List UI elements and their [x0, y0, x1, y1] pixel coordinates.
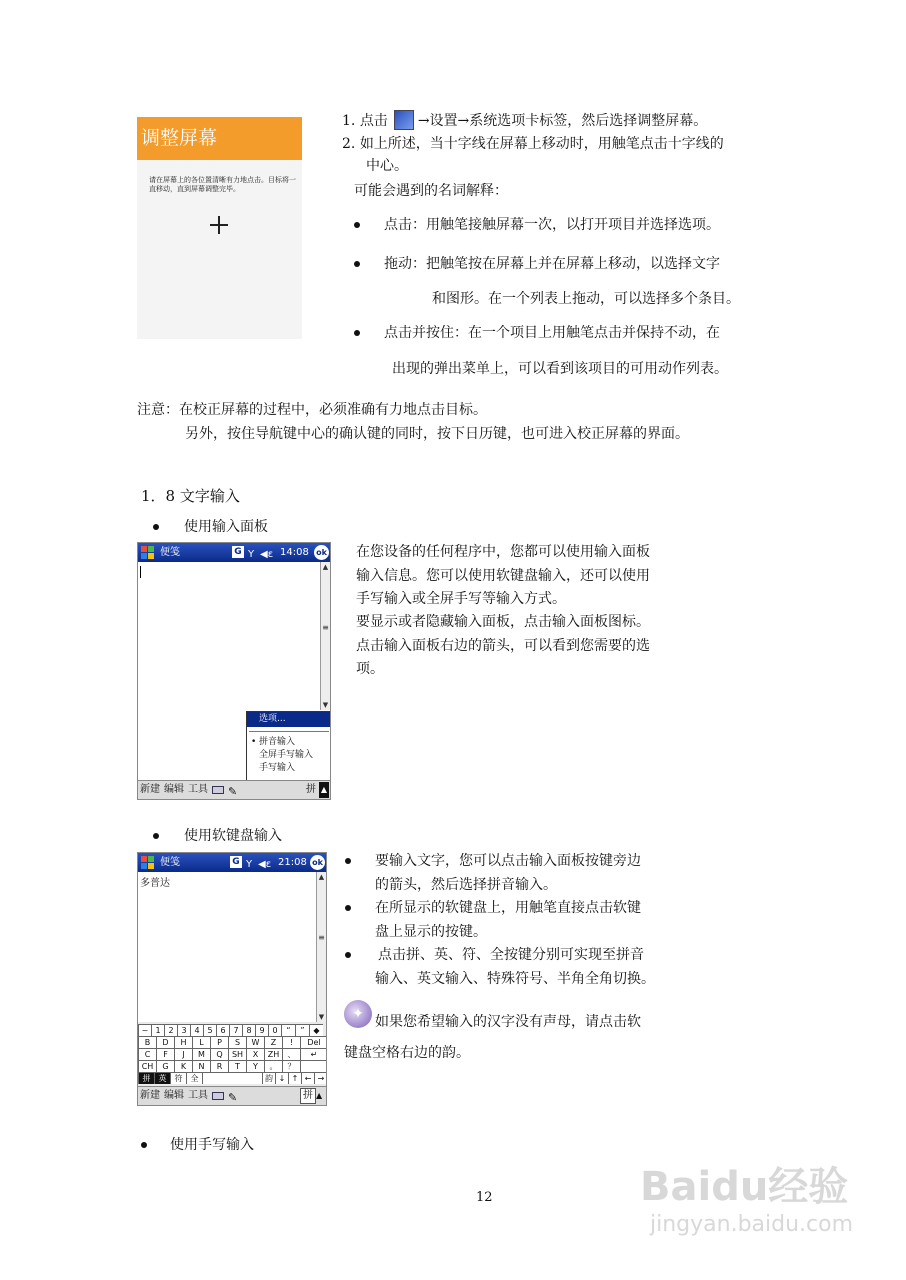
- key[interactable]: S: [228, 1036, 246, 1048]
- sub2-bullet3-line2: 输入、英文输入、特殊符号、半角全角切换。: [375, 971, 655, 987]
- tip-icon: ✦: [344, 1000, 372, 1028]
- key[interactable]: 5: [203, 1024, 216, 1036]
- keyboard-row-5: [138, 1072, 327, 1084]
- bullet-icon: [153, 833, 159, 839]
- g-icon[interactable]: G: [230, 856, 242, 868]
- key[interactable]: 。: [264, 1060, 282, 1072]
- key[interactable]: “: [281, 1024, 295, 1036]
- signal-icon[interactable]: Y: [246, 859, 253, 870]
- key[interactable]: 、: [282, 1048, 300, 1060]
- start-menu-icon: [394, 110, 414, 130]
- input-method-menu: [246, 711, 331, 781]
- menu-item-options[interactable]: 选项...: [247, 712, 331, 727]
- left-arrow-key[interactable]: ←: [301, 1072, 314, 1084]
- ime-indicator[interactable]: 拼: [306, 784, 316, 795]
- app-title: 便笺: [160, 857, 180, 868]
- bullet-icon: [345, 952, 351, 958]
- windows-start-icon[interactable]: [140, 545, 155, 560]
- key[interactable]: M: [192, 1048, 210, 1060]
- keyboard-row-1: [138, 1024, 323, 1036]
- glossary-item-drag-line2: 和图形。在一个列表上拖动，可以选择多个条目。: [432, 291, 740, 307]
- menu-edit[interactable]: 编辑: [164, 784, 184, 795]
- note-line2: 另外，按住导航键中心的确认键的同时，按下日历键，也可进入校正屏幕的界面。: [185, 426, 689, 442]
- final-key[interactable]: 韵: [262, 1072, 275, 1084]
- keyboard-row-4: [138, 1060, 327, 1072]
- glossary-item-tap: 点击：用触笔接触屏幕一次，以打开项目并选择选项。: [384, 217, 720, 233]
- ime-indicator[interactable]: 拼: [300, 1088, 316, 1104]
- key[interactable]: G: [156, 1060, 174, 1072]
- key[interactable]: Z: [264, 1036, 282, 1048]
- scroll-thumb-icon[interactable]: ≡: [318, 933, 325, 942]
- space-key[interactable]: [202, 1072, 262, 1084]
- backspace-key[interactable]: ◆: [309, 1024, 323, 1036]
- sub2-bullet1-line1: 要输入文字，您可以点击输入面板按键旁边: [375, 853, 641, 869]
- key[interactable]: R: [210, 1060, 228, 1072]
- pda-screen-soft-keyboard: [137, 852, 327, 1106]
- scroll-up-icon[interactable]: ▲: [322, 563, 329, 571]
- key-blank[interactable]: [300, 1060, 327, 1072]
- pda-titlebar: [138, 543, 330, 562]
- menu-tools[interactable]: 工具: [188, 1090, 208, 1101]
- crosshair-icon: [210, 216, 228, 234]
- right-arrow-key[interactable]: →: [314, 1072, 327, 1084]
- step-2-line2: 中心。: [366, 158, 408, 174]
- pen-icon[interactable]: ✎: [228, 1091, 238, 1104]
- keyboard-icon[interactable]: [212, 1092, 224, 1100]
- page-number: 12: [476, 1190, 493, 1205]
- scroll-down-icon[interactable]: ▼: [318, 1013, 325, 1021]
- key[interactable]: 8: [242, 1024, 255, 1036]
- key[interactable]: 9: [255, 1024, 268, 1036]
- menu-tools[interactable]: 工具: [188, 784, 208, 795]
- up-arrow-key[interactable]: ↑: [288, 1072, 301, 1084]
- pinyin-mode-key[interactable]: 拼: [138, 1072, 154, 1084]
- glossary-item-drag-line1: 拖动：把触笔按在屏幕上并在屏幕上移动，以选择文字: [384, 256, 720, 272]
- key[interactable]: L: [192, 1036, 210, 1048]
- key[interactable]: ”: [295, 1024, 309, 1036]
- sub2-tip-line2: 键盘空格右边的韵。: [344, 1045, 470, 1061]
- key[interactable]: H: [174, 1036, 192, 1048]
- sub2-bullet2-line2: 盘上显示的按键。: [375, 924, 487, 940]
- key[interactable]: K: [174, 1060, 192, 1072]
- key[interactable]: ？: [282, 1060, 300, 1072]
- sub1-para-line4: 要显示或者隐藏输入面板，点击输入面板图标。: [356, 614, 650, 630]
- note-line1: 注意：在校正屏幕的过程中，必须准确有力地点击目标。: [137, 402, 487, 418]
- down-arrow-key[interactable]: ↓: [275, 1072, 288, 1084]
- glossary-item-hold-line1: 点击并按住：在一个项目上用触笔点击并保持不动，在: [384, 325, 720, 341]
- key[interactable]: ~: [138, 1024, 151, 1036]
- menu-item-handwriting[interactable]: 手写输入: [259, 763, 296, 773]
- sub1-para-line5: 点击输入面板右边的箭头，可以看到您需要的选: [356, 638, 650, 654]
- scroll-up-icon[interactable]: ▲: [318, 873, 325, 881]
- key[interactable]: N: [192, 1060, 210, 1072]
- pen-icon[interactable]: ✎: [228, 785, 238, 798]
- clock[interactable]: 21:08: [278, 857, 307, 868]
- keyboard-row-2: [138, 1036, 327, 1048]
- keyboard-icon[interactable]: [212, 786, 224, 794]
- step-2-line1: 2. 如上所述，当十字线在屏幕上移动时，用触笔点击十字线的: [342, 136, 724, 152]
- key[interactable]: W: [246, 1036, 264, 1048]
- symbol-mode-key[interactable]: 符: [170, 1072, 186, 1084]
- section-title: 1．8 文字输入: [141, 487, 240, 505]
- calibrate-screenshot: [137, 117, 302, 339]
- ok-button[interactable]: ok: [314, 545, 329, 560]
- key[interactable]: CH: [138, 1060, 156, 1072]
- ok-button[interactable]: ok: [310, 855, 325, 870]
- key[interactable]: 7: [229, 1024, 242, 1036]
- key[interactable]: F: [156, 1048, 174, 1060]
- menu-item-pinyin[interactable]: • 拼音输入: [247, 736, 331, 749]
- key[interactable]: P: [210, 1036, 228, 1048]
- bullet-icon: [354, 330, 360, 336]
- key[interactable]: !: [282, 1036, 300, 1048]
- text-cursor: [140, 566, 141, 578]
- english-mode-key[interactable]: 英: [154, 1072, 170, 1084]
- volume-icon[interactable]: ◀ε: [258, 859, 272, 870]
- bullet-icon: [345, 905, 351, 911]
- baidu-logo: Baidu经验: [640, 1164, 849, 1210]
- pda-screen-input-panel: [137, 542, 331, 800]
- key[interactable]: Q: [210, 1048, 228, 1060]
- glossary-intro: 可能会遇到的名词解释：: [354, 183, 508, 199]
- watermark-url: jingyan.baidu.com: [650, 1212, 854, 1237]
- clock[interactable]: 14:08: [280, 547, 309, 558]
- key[interactable]: T: [228, 1060, 246, 1072]
- key[interactable]: 3: [177, 1024, 190, 1036]
- soft-keyboard: [138, 1022, 327, 1090]
- menu-edit[interactable]: 编辑: [164, 1090, 184, 1101]
- typed-text[interactable]: 多普达: [140, 878, 170, 889]
- pda-menubar: [138, 780, 330, 799]
- key[interactable]: 1: [151, 1024, 164, 1036]
- bullet-icon: [354, 261, 360, 267]
- sub2-tip-line1: 如果您希望输入的汉字没有声母，请点击软: [375, 1014, 641, 1030]
- app-title: 便笺: [160, 547, 180, 558]
- menu-new[interactable]: 新建: [140, 784, 160, 795]
- scrollbar[interactable]: [320, 562, 330, 710]
- key[interactable]: ZH: [264, 1048, 282, 1060]
- calibrate-instruction: 请在屏幕上的各位置清晰有力地点击。目标将一直移动，直到屏幕调整完毕。: [149, 176, 296, 193]
- menu-item-fullscreen-handwriting[interactable]: 全屏手写输入: [259, 750, 314, 760]
- enter-key[interactable]: ↵: [300, 1048, 327, 1060]
- step-1: 1. 点击 →设置→系统选项卡标签，然后选择调整屏幕。: [342, 110, 707, 131]
- sub1-para-line3: 手写输入或全屏手写等输入方式。: [356, 591, 566, 607]
- key[interactable]: Y: [246, 1060, 264, 1072]
- fullwidth-key[interactable]: 全: [186, 1072, 202, 1084]
- sub2-heading: 使用软键盘输入: [184, 828, 282, 844]
- sub1-heading: 使用输入面板: [184, 519, 268, 535]
- g-icon[interactable]: G: [232, 546, 244, 558]
- key[interactable]: J: [174, 1048, 192, 1060]
- pda-titlebar: [138, 853, 326, 872]
- volume-icon[interactable]: ◀ε: [260, 549, 274, 560]
- calibrate-title: 调整屏幕: [137, 117, 302, 160]
- bullet-icon: [354, 222, 360, 228]
- sub2-bullet3-line1: 点击拼、英、符、全按键分别可实现至拼音: [378, 947, 644, 963]
- input-panel-arrow-icon[interactable]: ▲: [316, 1091, 323, 1100]
- input-panel-arrow-icon[interactable]: ▲: [319, 782, 329, 798]
- key[interactable]: 4: [190, 1024, 203, 1036]
- bullet-icon: [345, 858, 351, 864]
- sub1-para-line6: 项。: [356, 661, 384, 677]
- key[interactable]: 6: [216, 1024, 229, 1036]
- sub3-heading: 使用手写输入: [170, 1137, 254, 1153]
- sub1-para-line1: 在您设备的任何程序中，您都可以使用输入面板: [356, 544, 650, 560]
- scrollbar[interactable]: [316, 872, 326, 1022]
- key[interactable]: 0: [268, 1024, 281, 1036]
- delete-key[interactable]: Del: [300, 1036, 327, 1048]
- windows-start-icon[interactable]: [140, 855, 155, 870]
- key[interactable]: C: [138, 1048, 156, 1060]
- key[interactable]: D: [156, 1036, 174, 1048]
- bullet-icon: [153, 524, 159, 530]
- pda-menubar: [138, 1086, 326, 1105]
- key[interactable]: 2: [164, 1024, 177, 1036]
- key[interactable]: SH: [228, 1048, 246, 1060]
- menu-divider: [249, 731, 329, 732]
- menu-new[interactable]: 新建: [140, 1090, 160, 1101]
- key[interactable]: X: [246, 1048, 264, 1060]
- scroll-down-icon[interactable]: ▼: [322, 701, 329, 709]
- glossary-item-hold-line2: 出现的弹出菜单上，可以看到该项目的可用动作列表。: [392, 361, 728, 377]
- key[interactable]: B: [138, 1036, 156, 1048]
- signal-icon[interactable]: Y: [248, 549, 255, 560]
- sub2-bullet2-line1: 在所显示的软键盘上，用触笔直接点击软键: [375, 900, 641, 916]
- bullet-icon: [141, 1142, 147, 1148]
- sub1-para-line2: 输入信息。您可以使用软键盘输入，还可以使用: [356, 568, 650, 584]
- scroll-thumb-icon[interactable]: ≡: [322, 623, 329, 632]
- sub2-bullet1-line2: 的箭头，然后选择拼音输入。: [375, 877, 557, 893]
- keyboard-row-3: [138, 1048, 327, 1060]
